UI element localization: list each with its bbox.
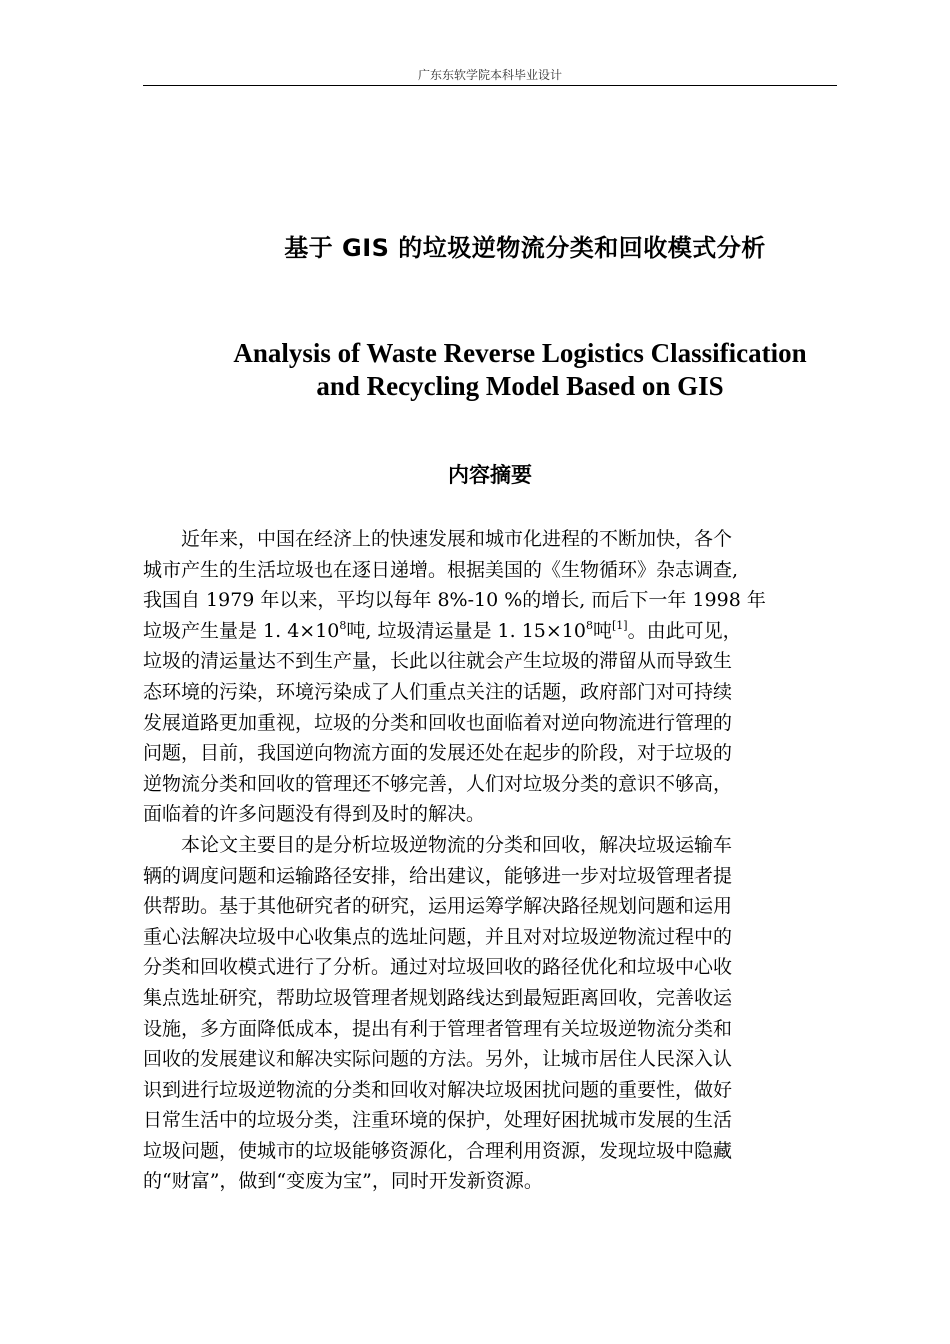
running-header: 广东东软学院本科毕业设计 bbox=[417, 68, 562, 82]
paragraph-line: 我国自 1979 年以来，平均以每年 8%-10 %的增长, 而后下一年 1998 年 bbox=[143, 589, 766, 612]
abstract-paragraph-1 bbox=[143, 524, 837, 830]
text-run: 吨, 垃圾清运量是 1. 15×10 bbox=[346, 619, 586, 642]
paragraph-line: 近年来，中国在经济上的快速发展和城市化进程的不断加快，各个 bbox=[181, 528, 733, 550]
paragraph-line: 问题，目前，我国逆向物流方面的发展还处在起步的阶段，对于垃圾的 bbox=[143, 742, 733, 765]
superscript-exponent: 8 bbox=[585, 618, 593, 632]
paragraph-line: 辆的调度问题和运输路径安排，给出建议，能够进一步对垃圾管理者提 bbox=[143, 864, 733, 887]
paragraph-line: 分类和回收模式进行了分析。通过对垃圾回收的路径优化和垃圾中心收 bbox=[143, 956, 733, 979]
paragraph-line: 本论文主要目的是分析垃圾逆物流的分类和回收，解决垃圾运输车 bbox=[181, 833, 733, 856]
paragraph-line: 态环境的污染，环境污染成了人们重点关注的话题，政府部门对可持续 bbox=[143, 680, 733, 703]
paragraph-line: 发展道路更加重视，垃圾的分类和回收也面临着对逆向物流进行管理的 bbox=[143, 711, 733, 734]
abstract-body bbox=[143, 524, 837, 1197]
header-rule bbox=[143, 85, 837, 86]
paragraph-line: 供帮助。基于其他研究者的研究，运用运筹学解决路径规划问题和运用 bbox=[143, 895, 733, 918]
paragraph-line: 重心法解决垃圾中心收集点的选址问题，并且对对垃圾逆物流过程中的 bbox=[143, 925, 733, 948]
text-run: 垃圾产生量是 1. 4×10 bbox=[143, 619, 340, 642]
abstract-heading: 内容摘要 bbox=[448, 463, 532, 487]
paragraph-line: 识到进行垃圾逆物流的分类和回收对解决垃圾困扰问题的重要性，做好 bbox=[143, 1078, 733, 1101]
text-run: 。由此可见， bbox=[627, 619, 742, 642]
paragraph-line bbox=[143, 616, 837, 647]
abstract-paragraph-2 bbox=[143, 830, 837, 1197]
paragraph-line: 逆物流分类和回收的管理还不够完善，人们对垃圾分类的意识不够高， bbox=[143, 772, 733, 795]
citation-reference: [1] bbox=[611, 618, 628, 632]
chinese-title: 基于 GIS 的垃圾逆物流分类和回收模式分析 bbox=[284, 234, 766, 262]
superscript-exponent: 8 bbox=[339, 618, 347, 632]
paragraph-line: 回收的发展建议和解决实际问题的方法。另外，让城市居住人民深入认 bbox=[143, 1048, 733, 1071]
paragraph-line: 日常生活中的垃圾分类，注重环境的保护，处理好困扰城市发展的生活 bbox=[143, 1109, 733, 1132]
english-title-line-2: and Recycling Model Based on GIS bbox=[316, 371, 724, 401]
text-run: 吨 bbox=[592, 619, 612, 642]
english-title-line-1: Analysis of Waste Reverse Logistics Classification bbox=[233, 338, 807, 368]
paragraph-line: 集点选址研究，帮助垃圾管理者规划路线达到最短距离回收，完善收运 bbox=[143, 986, 733, 1009]
paragraph-line: 垃圾的清运量达不到生产量，长此以往就会产生垃圾的滞留从而导致生 bbox=[143, 650, 733, 673]
paragraph-line: 垃圾问题，使城市的垃圾能够资源化，合理利用资源，发现垃圾中隐藏 bbox=[143, 1139, 733, 1162]
paragraph-line: 的“财富”，做到“变废为宝”，同时开发新资源。 bbox=[143, 1170, 543, 1193]
paragraph-line: 面临着的许多问题没有得到及时的解决。 bbox=[143, 803, 486, 826]
english-title bbox=[200, 337, 840, 403]
paragraph-line: 设施，多方面降低成本，提出有利于管理者管理有关垃圾逆物流分类和 bbox=[143, 1017, 733, 1040]
paragraph-line: 城市产生的生活垃圾也在逐日递增。根据美国的《生物循环》杂志调查, bbox=[143, 558, 739, 581]
